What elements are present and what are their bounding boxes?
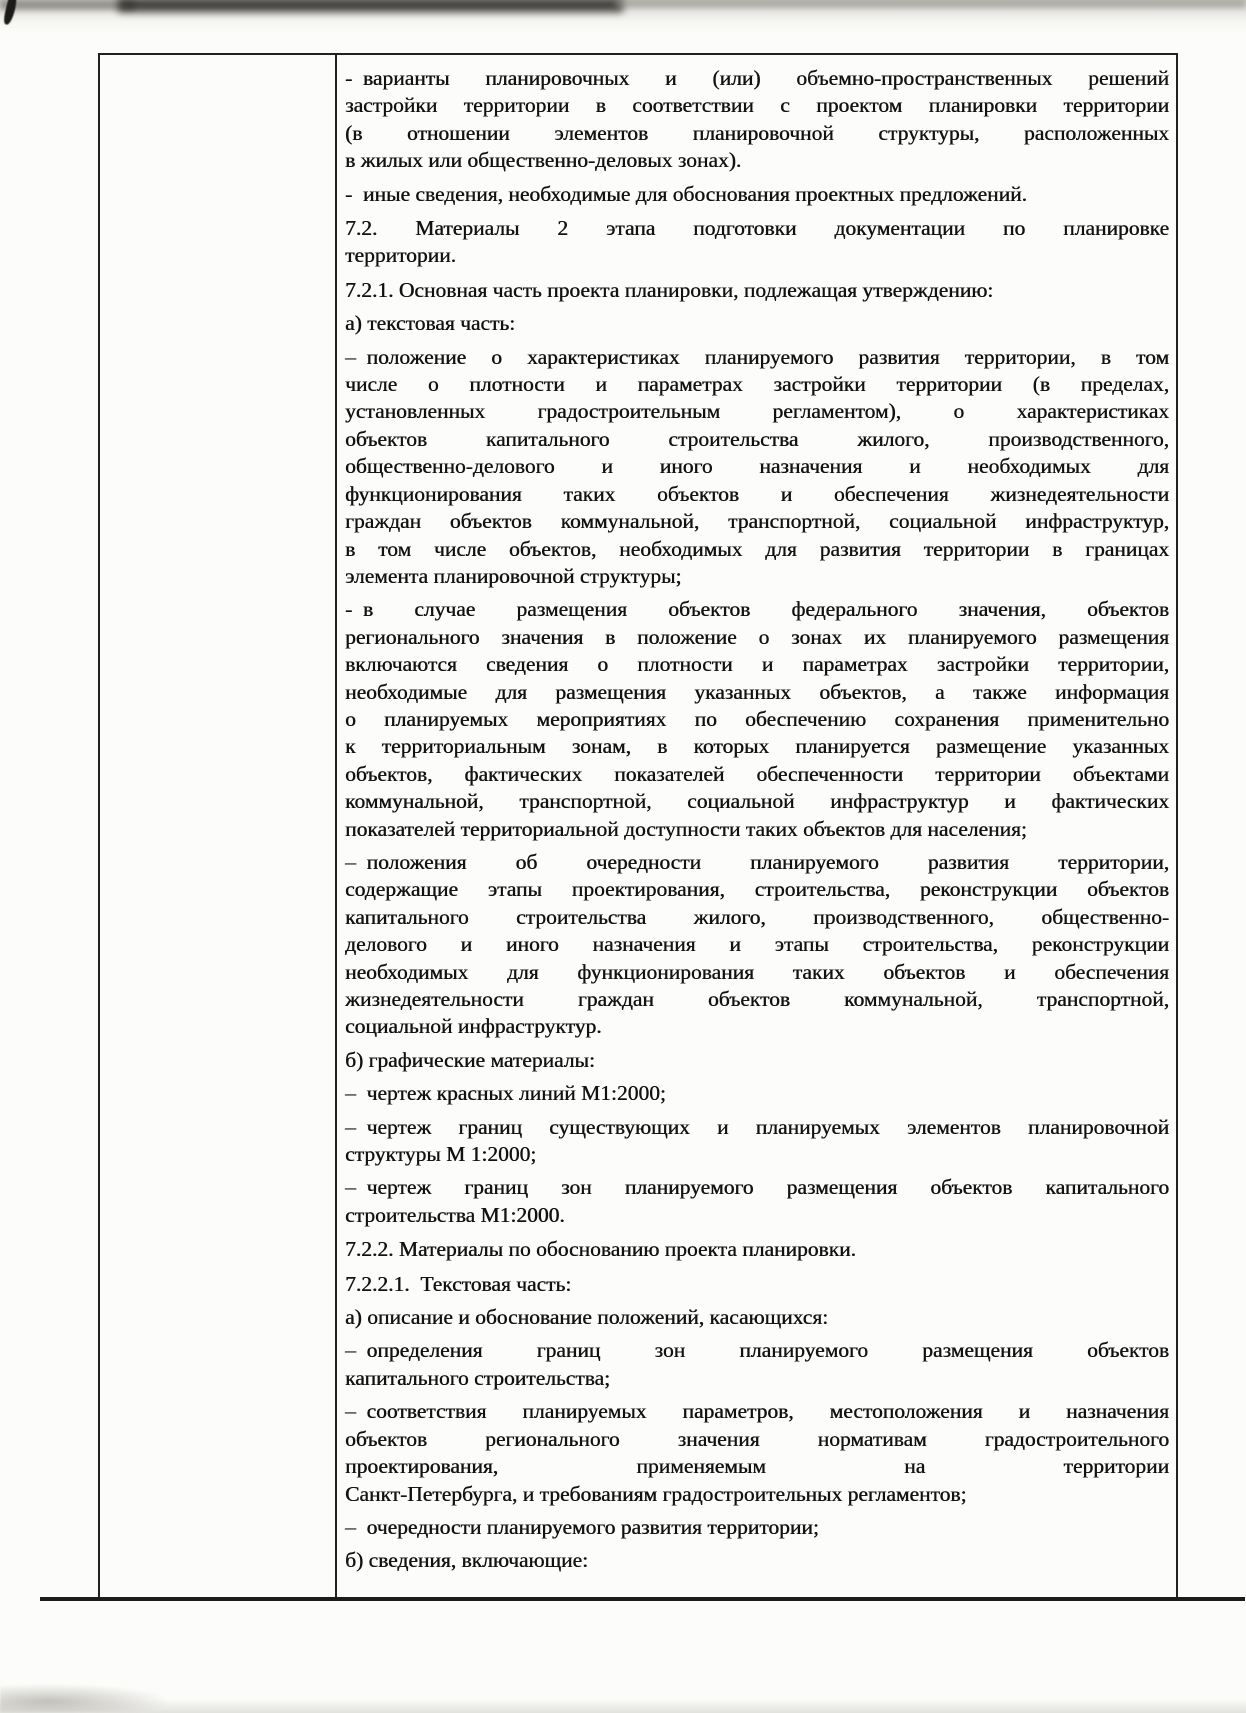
- heading-paragraph: [345, 215, 1169, 270]
- text-line: – очередности планируемого развития территории;: [345, 1514, 819, 1539]
- text-line: необходимые для размещения указанных объектов, а также информация: [345, 679, 1169, 704]
- text-line: строительства М1:2000.: [345, 1202, 565, 1227]
- table-left-column: [100, 55, 337, 1598]
- heading-paragraph: [345, 1271, 1169, 1298]
- text-line: структуры М 1:2000;: [345, 1142, 537, 1167]
- text-line: содержащие этапы проектирования, строительства, реконструкции объектов: [345, 877, 1169, 902]
- text-line: – чертеж красных линий М1:2000;: [345, 1081, 666, 1106]
- text-line: – чертеж границ зон планируемого размещения объектов капитального: [345, 1175, 1169, 1200]
- paragraph: [345, 1514, 1169, 1541]
- text-line: 7.2.1. Основная часть проекта планировки, подлежащая утверждению:: [345, 277, 994, 302]
- text-line: – чертеж границ существующих и планируемых элементов планировочной: [345, 1114, 1169, 1139]
- heading-paragraph: [345, 1236, 1169, 1263]
- text-line: общественно-делового и иного назначения и необходимых для: [345, 454, 1169, 479]
- paragraph: [345, 1114, 1169, 1169]
- text-line: капитального строительства;: [345, 1365, 610, 1390]
- text-line: граждан объектов коммунальной, транспортной, социальной инфраструктур,: [345, 509, 1169, 534]
- document-table: [98, 53, 1178, 1598]
- text-line: регионального значения в положение о зонах их планируемого размещения: [345, 624, 1169, 649]
- scan-artifact-top-dark-right: [615, 0, 1246, 8]
- text-line: территории.: [345, 243, 456, 268]
- text-line: – соответствия планируемых параметров, местоположения и назначения: [345, 1399, 1169, 1424]
- text-line: включаются сведения о плотности и параметрах застройки территории,: [345, 652, 1169, 677]
- scan-artifact-top-dark-middle: [118, 0, 623, 12]
- text-line: – определения границ зон планируемого размещения объектов: [345, 1338, 1169, 1363]
- paragraph: [345, 344, 1169, 591]
- text-line: о планируемых мероприятиях по обеспечению сохранения применительно: [345, 706, 1169, 731]
- table-right-column: [337, 55, 1176, 1598]
- text-line: в жилых или общественно-деловых зонах).: [345, 148, 742, 173]
- paragraph: [345, 310, 1169, 337]
- text-line: 7.2. Материалы 2 этапа подготовки документации по планировке: [345, 216, 1169, 241]
- scan-artifact-top-dark-left: [0, 0, 135, 10]
- text-line: социальной инфраструктур.: [345, 1014, 602, 1039]
- text-line: а) текстовая часть:: [345, 311, 516, 336]
- text-line: 7.2.2. Материалы по обоснованию проекта планировки.: [345, 1237, 856, 1262]
- text-line: 7.2.2.1. Текстовая часть:: [345, 1271, 572, 1296]
- text-line: – положение о характеристиках планируемого развития территории, в том: [345, 344, 1169, 369]
- text-line: объектов, фактических показателей обеспеченности территории объектами: [345, 761, 1169, 786]
- table-bottom-border: [40, 1597, 1245, 1601]
- paragraph: [345, 849, 1169, 1041]
- paragraph: [345, 1080, 1169, 1107]
- text-line: капитального строительства жилого, производственного, общественно-: [345, 904, 1169, 929]
- paragraph: [345, 65, 1169, 175]
- text-line: функционирования таких объектов и обеспечения жизнедеятельности: [345, 481, 1169, 506]
- text-line: необходимых для функционирования таких объектов и обеспечения: [345, 959, 1169, 984]
- text-line: - в случае размещения объектов федерального значения, объектов: [345, 597, 1169, 622]
- paragraph: [345, 1398, 1169, 1508]
- text-line: к территориальным зонам, в которых планируется размещение указанных: [345, 734, 1169, 759]
- paragraph: [345, 1174, 1169, 1229]
- text-line: элемента планировочной структуры;: [345, 563, 682, 588]
- text-line: - варианты планировочных и (или) объемно-пространственных решений: [345, 66, 1169, 90]
- paragraph: [345, 1047, 1169, 1074]
- text-line: - иные сведения, необходимые для обоснования проектных предложений.: [345, 181, 1027, 206]
- paragraph: [345, 1337, 1169, 1392]
- paragraph: [345, 1304, 1169, 1331]
- text-line: объектов капитального строительства жилого, производственного,: [345, 426, 1169, 451]
- text-line: объектов регионального значения нормативам градостроительного: [345, 1426, 1169, 1451]
- text-line: – положения об очередности планируемого развития территории,: [345, 849, 1169, 874]
- text-line: делового и иного назначения и этапы строительства, реконструкции: [345, 932, 1169, 957]
- text-line: установленных градостроительным регламентом), о характеристиках: [345, 399, 1169, 424]
- text-line: коммунальной, транспортной, социальной инфраструктур и фактических: [345, 789, 1169, 814]
- paragraph: [345, 181, 1169, 208]
- text-line: б) сведения, включающие:: [345, 1548, 588, 1573]
- heading-paragraph: [345, 277, 1169, 304]
- paragraph: [345, 596, 1169, 843]
- scan-artifact-bottom-band: [0, 1699, 1246, 1713]
- text-line: (в отношении элементов планировочной структуры, расположенных: [345, 120, 1169, 145]
- text-line: числе о плотности и параметрах застройки территории (в пределах,: [345, 372, 1169, 397]
- text-line: б) графические материалы:: [345, 1047, 595, 1072]
- text-line: проектирования, применяемым на территории: [345, 1454, 1169, 1479]
- text-line: жизнедеятельности граждан объектов коммунальной, транспортной,: [345, 987, 1169, 1011]
- paragraph: [345, 1547, 1169, 1574]
- text-line: показателей территориальной доступности таких объектов для населения;: [345, 816, 1027, 841]
- text-line: в том числе объектов, необходимых для развития территории в границах: [345, 536, 1169, 561]
- text-line: застройки территории в соответствии с проектом планировки территории: [345, 93, 1169, 118]
- text-line: Санкт-Петербурга, и требованиям градостроительных регламентов;: [345, 1481, 967, 1506]
- text-line: а) описание и обоснование положений, касающихся:: [345, 1305, 829, 1330]
